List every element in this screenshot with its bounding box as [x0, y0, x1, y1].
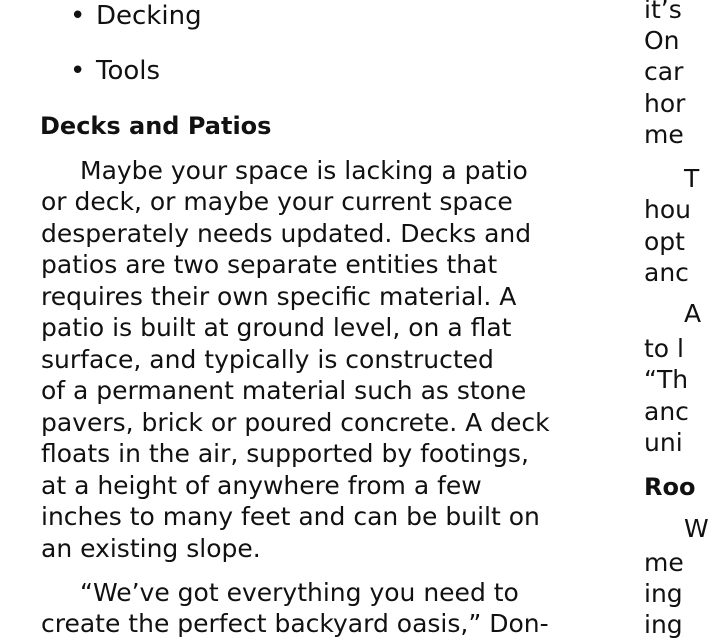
- text-fragment: hou: [644, 195, 691, 224]
- text-line: floats in the air, supported by footings,: [41, 439, 529, 468]
- text-fragment: ing: [644, 579, 683, 608]
- text-fragment: W: [684, 514, 709, 543]
- text-fragment: ing: [644, 610, 683, 639]
- text-fragment: me: [644, 548, 684, 577]
- text-line: an existing slope.: [41, 534, 261, 563]
- text-fragment: car: [644, 57, 684, 86]
- text-line: create the perfect backyard oasis,” Don-: [41, 609, 549, 638]
- text-line: or deck, or maybe your current space: [41, 187, 513, 216]
- section-heading-fragment: Roo: [644, 473, 696, 501]
- text-line: of a permanent material such as stone: [41, 376, 527, 405]
- text-fragment: uni: [644, 428, 683, 457]
- bullet-icon: •: [70, 1, 86, 31]
- bullet-item-decking: [70, 1, 202, 31]
- text-line: inches to many feet and can be built on: [41, 502, 540, 531]
- text-fragment: “Th: [644, 365, 689, 394]
- text-fragment: A: [684, 299, 702, 328]
- text-line: surface, and typically is constructed: [41, 345, 494, 374]
- text-line: patios are two separate entities that: [41, 250, 498, 279]
- bullet-text: Tools: [96, 56, 161, 86]
- bullet-icon: •: [70, 56, 86, 86]
- text-fragment: On: [644, 26, 680, 55]
- text-line: at a height of anywhere from a few: [41, 471, 482, 500]
- text-fragment: anc: [644, 397, 689, 426]
- text-fragment: opt: [644, 227, 685, 256]
- text-line: requires their own specific material. A: [41, 282, 517, 311]
- text-line: Maybe your space is lacking a patio: [80, 156, 528, 185]
- text-fragment: anc: [644, 258, 689, 287]
- right-column: [644, 0, 709, 639]
- text-fragment: it’s: [644, 0, 682, 24]
- bullet-item-tools: [70, 56, 160, 86]
- text-line: pavers, brick or poured concrete. A deck: [41, 408, 550, 437]
- text-line: desperately needs updated. Decks and: [41, 219, 532, 248]
- text-fragment: hor: [644, 89, 686, 118]
- text-fragment: me: [644, 120, 684, 149]
- bullet-text: Decking: [96, 1, 202, 31]
- text-fragment: to l: [644, 334, 684, 363]
- text-fragment: T: [684, 164, 700, 193]
- text-line: “We’ve got everything you need to: [80, 578, 519, 607]
- section-heading: Decks and Patios: [40, 112, 272, 140]
- text-line: patio is built at ground level, on a flat: [41, 313, 512, 342]
